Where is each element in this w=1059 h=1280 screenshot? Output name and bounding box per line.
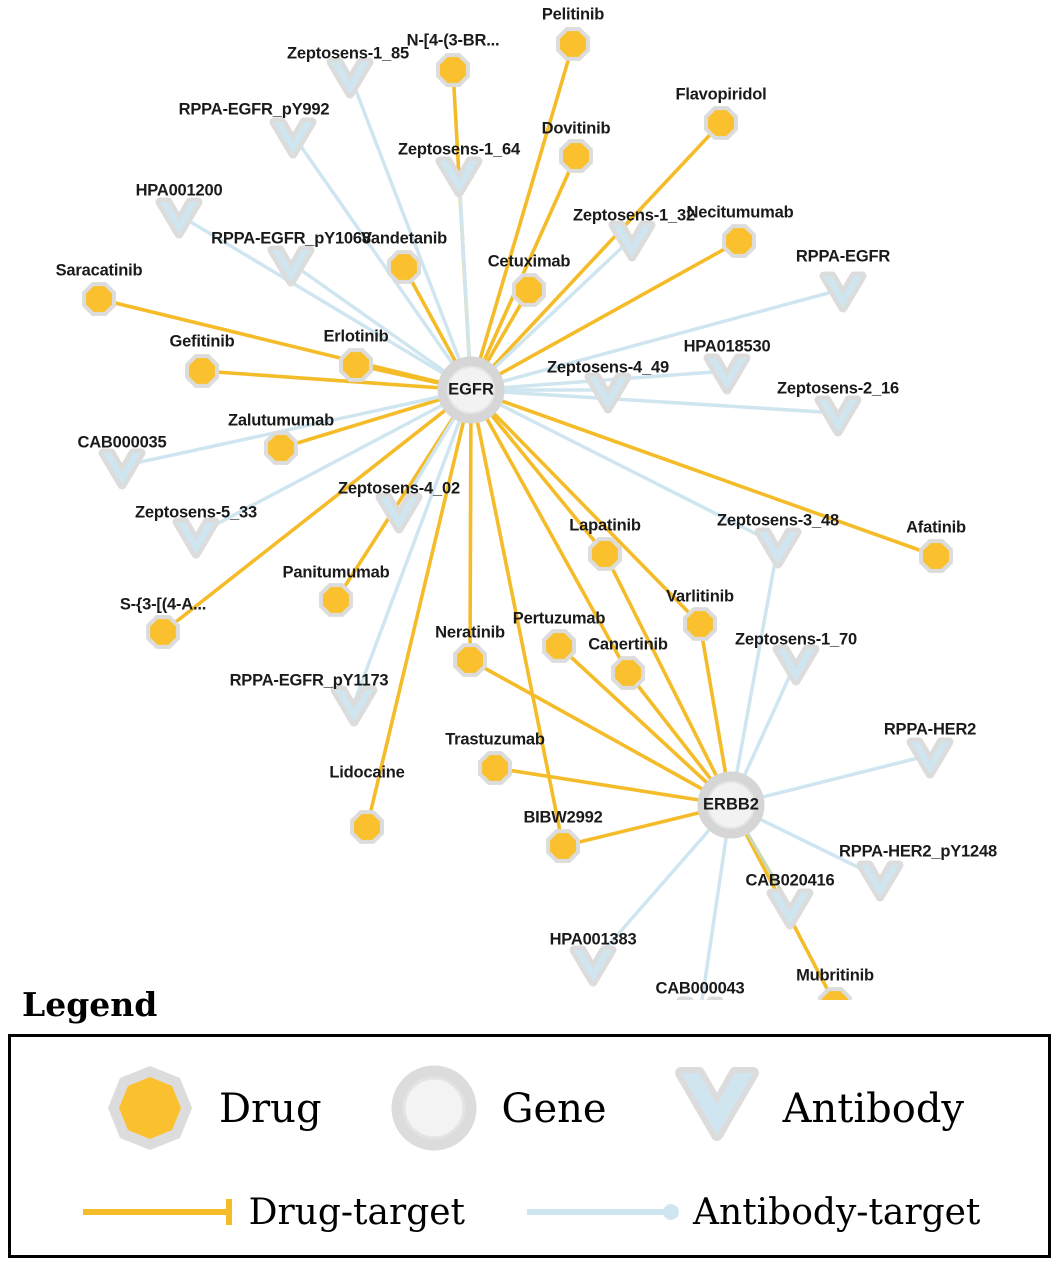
antibody-node[interactable] <box>272 250 310 282</box>
antibody-label: CAB000043 <box>655 979 745 998</box>
antibody-label: Zeptosens-4_02 <box>338 479 460 498</box>
antibody-node[interactable] <box>160 202 198 234</box>
drug-octagon-icon <box>615 660 641 686</box>
drug-label: Varlitinib <box>666 587 734 606</box>
drug-node[interactable] <box>343 352 369 378</box>
legend-label-gene: Gene <box>501 1086 607 1132</box>
antibody-label: RPPA-EGFR <box>795 247 891 266</box>
edge-drug-target <box>367 390 471 827</box>
drug-octagon-icon <box>95 1059 205 1159</box>
antibody-label: RPPA-HER2_pY1248 <box>839 842 997 861</box>
drug-label: N-[4-(3-BR... <box>406 31 500 50</box>
antibody-node[interactable] <box>777 649 815 681</box>
drug-octagon-icon <box>550 833 576 859</box>
antibody-node[interactable] <box>331 62 369 94</box>
drug-octagon-icon <box>592 541 618 567</box>
drug-octagon-icon <box>86 286 112 312</box>
antibody-label: RPPA-EGFR_pY1173 <box>229 671 389 690</box>
drug-octagon-icon <box>189 358 215 384</box>
edge-drug-target <box>470 390 471 660</box>
antibody-node[interactable] <box>335 690 373 722</box>
drug-label: Vandetanib <box>360 229 448 248</box>
drug-label: Lapatinib <box>569 516 641 535</box>
drug-octagon-icon <box>354 814 380 840</box>
drug-octagon-icon <box>457 647 483 673</box>
drug-node[interactable] <box>440 57 466 83</box>
antibody-node[interactable] <box>708 358 746 390</box>
drug-label: Canertinib <box>588 635 668 654</box>
drug-octagon-icon <box>150 619 176 645</box>
antibody-node[interactable] <box>819 400 857 432</box>
antibody-label: Zeptosens-4_49 <box>547 358 669 377</box>
drug-octagon-icon <box>343 352 369 378</box>
gene-label-egfr: EGFR <box>448 380 494 399</box>
drug-octagon-icon <box>516 277 542 303</box>
drug-octagon-icon <box>726 228 752 254</box>
drug-node[interactable] <box>150 619 176 645</box>
legend-item-drug <box>95 1059 322 1159</box>
drug-node[interactable] <box>563 143 589 169</box>
antibody-node[interactable] <box>824 276 862 308</box>
drug-label: Cetuximab <box>487 252 571 271</box>
drug-node[interactable] <box>550 833 576 859</box>
legend-label-drug-target: Drug-target <box>248 1191 466 1233</box>
legend-item-gene <box>380 1059 607 1159</box>
antibody-target-edge-icon <box>523 1194 683 1230</box>
drug-node[interactable] <box>708 110 734 136</box>
legend-item-antibody-target <box>523 1192 980 1233</box>
drug-label: Lidocaine <box>329 763 405 782</box>
drug-node[interactable] <box>560 31 586 57</box>
drug-node[interactable] <box>482 755 508 781</box>
drug-target-edge-icon <box>79 1194 239 1230</box>
drug-label: BIBW2992 <box>523 808 603 827</box>
legend-label-antibody: Antibody <box>782 1086 965 1132</box>
drug-label: Mubritinib <box>796 966 874 985</box>
drug-node[interactable] <box>923 543 949 569</box>
antibody-label: RPPA-EGFR_pY992 <box>178 100 330 119</box>
antibody-label: Zeptosens-1_64 <box>398 140 520 159</box>
antibody-node[interactable] <box>274 122 312 154</box>
antibody-label: Zeptosens-3_48 <box>717 511 839 530</box>
antibody-label: HPA018530 <box>683 337 771 356</box>
drug-label: Saracatinib <box>55 261 143 280</box>
drug-label: Dovitinib <box>541 119 611 138</box>
drug-node[interactable] <box>391 254 417 280</box>
antibody-label: CAB020416 <box>745 871 835 890</box>
legend-title: Legend <box>22 985 158 1024</box>
gene-circle-icon <box>380 1059 488 1159</box>
drug-octagon-icon <box>323 587 349 613</box>
drug-octagon-icon <box>708 110 734 136</box>
legend-edge-row <box>11 1177 1048 1247</box>
drug-octagon-icon <box>563 143 589 169</box>
antibody-node[interactable] <box>589 377 627 409</box>
drug-label: Pelitinib <box>541 5 605 24</box>
antibody-node[interactable] <box>103 453 141 485</box>
antibody-node[interactable] <box>177 522 215 554</box>
edge-drug-target <box>471 156 576 390</box>
drug-label: Flavopiridol <box>675 85 767 104</box>
drug-octagon-icon <box>440 57 466 83</box>
legend-box <box>8 1034 1051 1258</box>
antibody-label: Zeptosens-1_85 <box>287 44 409 63</box>
antibody-node[interactable] <box>759 532 797 564</box>
antibody-label: HPA001383 <box>549 930 637 949</box>
drug-octagon-icon <box>482 755 508 781</box>
antibody-label: RPPA-HER2 <box>883 720 977 739</box>
antibody-chevron-icon <box>665 1059 769 1159</box>
drug-node[interactable] <box>726 228 752 254</box>
antibody-node[interactable] <box>771 893 809 925</box>
antibody-label: RPPA-EGFR_pY1068 <box>211 229 371 248</box>
drug-label: Gefitinib <box>169 332 235 351</box>
drug-node[interactable] <box>615 660 641 686</box>
legend-label-drug: Drug <box>218 1086 322 1132</box>
drug-octagon-icon <box>391 254 417 280</box>
antibody-label: Zeptosens-5_33 <box>135 503 257 522</box>
drug-octagon-icon <box>546 633 572 659</box>
drug-node[interactable] <box>687 611 713 637</box>
legend <box>0 985 1059 1258</box>
antibody-node[interactable] <box>911 742 949 774</box>
gene-label-erbb2: ERBB2 <box>703 795 759 814</box>
drug-label: Panitumumab <box>282 563 390 582</box>
drug-node[interactable] <box>546 633 572 659</box>
drug-node[interactable] <box>516 277 542 303</box>
drug-label: Necitumumab <box>686 203 794 222</box>
antibody-label: Zeptosens-1_32 <box>573 206 695 225</box>
drug-label: Pertuzumab <box>512 609 606 628</box>
antibody-label: Zeptosens-2_16 <box>777 379 899 398</box>
drug-node[interactable] <box>323 587 349 613</box>
antibody-label: HPA001200 <box>135 181 223 200</box>
legend-item-antibody <box>665 1059 964 1159</box>
drug-node[interactable] <box>354 814 380 840</box>
drug-octagon-icon <box>560 31 586 57</box>
drug-label: Erlotinib <box>323 327 389 346</box>
drug-label: Neratinib <box>435 623 505 642</box>
drug-node[interactable] <box>457 647 483 673</box>
drug-node[interactable] <box>592 541 618 567</box>
legend-label-antibody-target: Antibody-target <box>693 1191 981 1233</box>
drug-label: Zalutumumab <box>228 411 334 430</box>
drug-octagon-icon <box>268 435 294 461</box>
drug-label: S-{3-[(4-A... <box>119 595 207 614</box>
antibody-node[interactable] <box>574 950 612 982</box>
drug-node[interactable] <box>189 358 215 384</box>
drug-node[interactable] <box>268 435 294 461</box>
drug-octagon-icon <box>687 611 713 637</box>
legend-node-row <box>11 1059 1048 1159</box>
antibody-label: Zeptosens-1_70 <box>735 630 857 649</box>
edge-antibody-target <box>731 545 778 805</box>
legend-item-drug-target <box>79 1192 465 1233</box>
antibody-node[interactable] <box>861 865 899 897</box>
antibody-label: CAB000035 <box>77 433 167 452</box>
drug-label: Afatinib <box>906 518 966 537</box>
drug-octagon-icon <box>923 543 949 569</box>
drug-node[interactable] <box>86 286 112 312</box>
drug-label: Trastuzumab <box>445 730 545 749</box>
